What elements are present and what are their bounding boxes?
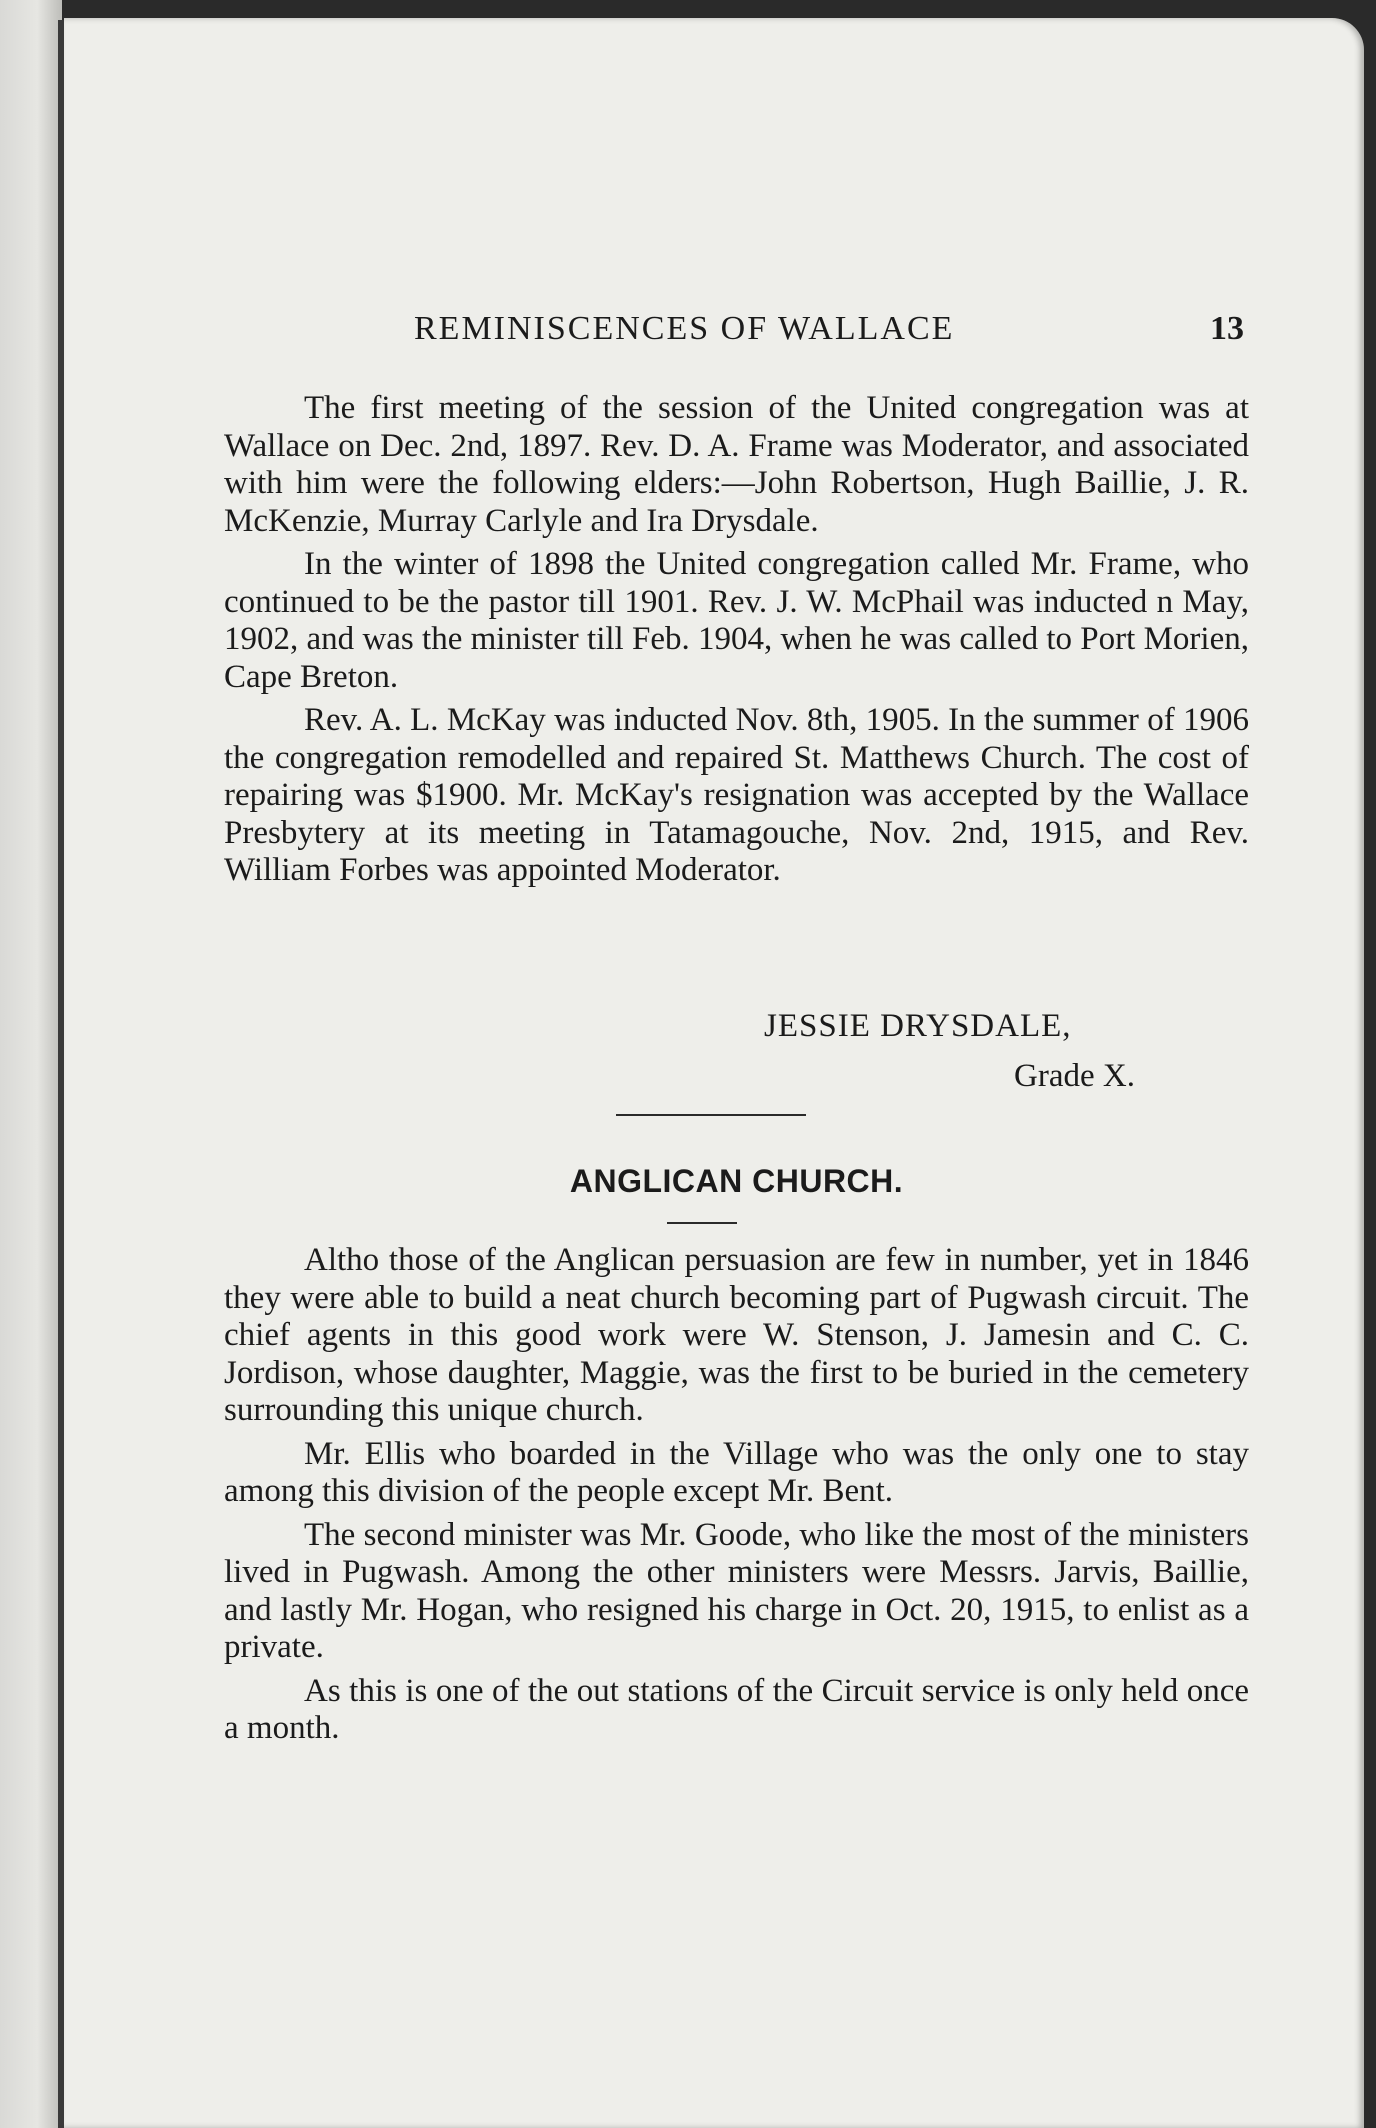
signature-name: JESSIE DRYSDALE, bbox=[764, 1008, 1072, 1044]
paragraph: Mr. Ellis who boarded in the Village who was the only one to stay among this division of the people except Mr. Bent. bbox=[224, 1435, 1249, 1509]
book-page bbox=[64, 18, 1364, 2128]
section-2-body bbox=[224, 1242, 1249, 1754]
heading-underline bbox=[667, 1222, 737, 1224]
paragraph: The first meeting of the session of the United congregation was at Wallace on Dec. 2nd, 1897. Rev. D. A. Frame was Moderator, and associated with him were the following elders:—John Robertson, Hugh Baillie, J. R. McKenzie, Murray Carlyle and Ira Drysdale. bbox=[224, 390, 1249, 539]
facing-page-edge bbox=[0, 0, 62, 2128]
paragraph: The second minister was Mr. Goode, who like the most of the ministers lived in Pugwash. Among the other ministers were Messrs. Jarvis, Baillie, and lastly Mr. Hogan, who resigned his charge in Oct. 20, 1915, to enlist as a private. bbox=[224, 1516, 1249, 1665]
paragraph: As this is one of the out stations of the Circuit service is only held once a month. bbox=[224, 1672, 1249, 1746]
section-divider bbox=[616, 1114, 806, 1116]
paragraph: Rev. A. L. McKay was inducted Nov. 8th, 1905. In the summer of 1906 the congregation remodelled and repaired St. Matthews Church. The cost of repairing was $1900. Mr. McKay's resignation was accepted by the Wallace Presbytery at its meeting in Tatamagouche, Nov. 2nd, 1915, and Rev. William Forbes was appointed Moderator. bbox=[224, 702, 1249, 888]
paragraph: In the winter of 1898 the United congregation called Mr. Frame, who continued to be the pastor till 1901. Rev. J. W. McPhail was inducted n May, 1902, and was the minister till Feb. 1904, when he was called to Port Morien, Cape Breton. bbox=[224, 546, 1249, 695]
paragraph: Altho those of the Anglican persuasion are few in number, yet in 1846 they were able to build a neat church becoming part of Pugwash circuit. The chief agents in this good work were W. Stenson, J. Jamesin and C. C. Jordison, whose daughter, Maggie, was the first to be buried in the cemetery surrounding this unique church. bbox=[224, 1242, 1249, 1428]
section-1-body bbox=[224, 390, 1249, 896]
page-number: 13 bbox=[1210, 310, 1244, 347]
page-header bbox=[414, 310, 1244, 360]
section-heading: ANGLICAN CHURCH. bbox=[569, 1163, 904, 1199]
running-title: REMINISCENCES OF WALLACE bbox=[414, 310, 955, 347]
signature-grade: Grade X. bbox=[1014, 1058, 1135, 1094]
